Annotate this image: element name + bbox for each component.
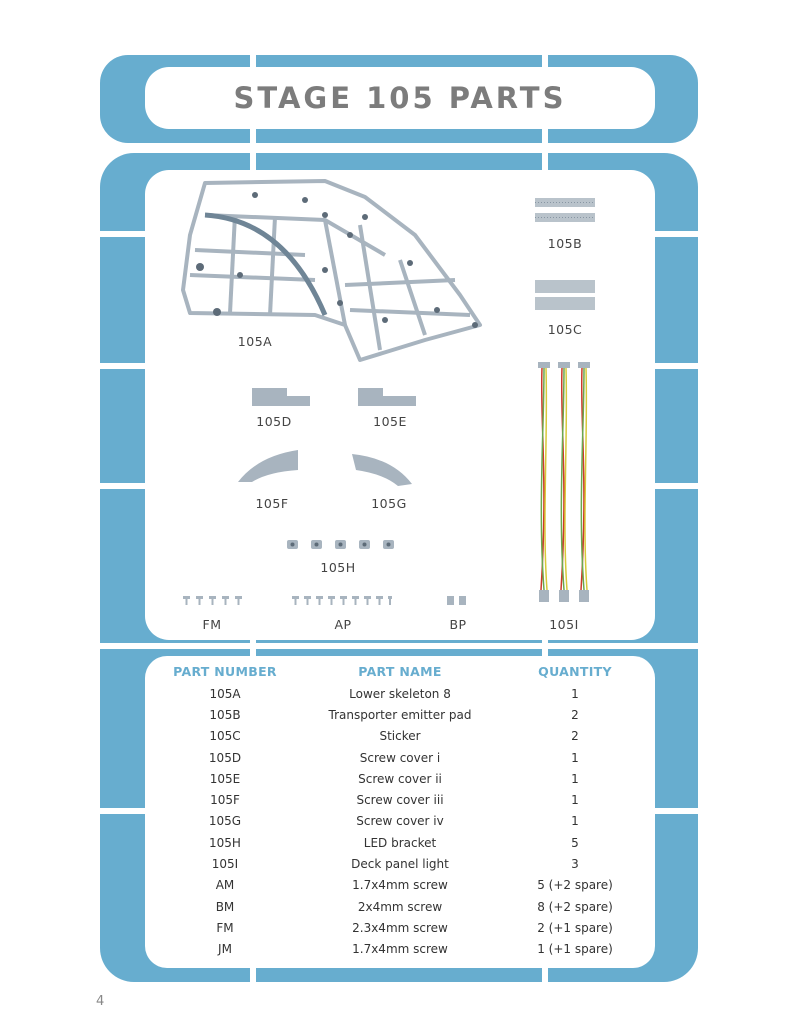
part-number-cell: BM (215, 899, 235, 914)
part-label-105g: 105G (371, 496, 407, 511)
quantity-cell: 3 (571, 857, 579, 872)
part-105i-image (536, 360, 596, 606)
part-number-cell: 105I (211, 857, 239, 872)
part-number-cell: 105C (209, 729, 241, 744)
page-number: 4 (96, 994, 105, 1009)
part-name-cell: 2x4mm screw (357, 899, 443, 914)
part-label-fm: FM (202, 617, 222, 632)
table-row (150, 768, 650, 789)
table-header-row (150, 662, 650, 683)
table-row (150, 853, 650, 874)
table-row (150, 811, 650, 832)
table-row (150, 789, 650, 810)
part-number-cell: 105H (209, 835, 241, 850)
table-row (150, 683, 650, 704)
table-row (150, 832, 650, 853)
part-105g-image (352, 452, 414, 488)
header-part-name: PART NAME (358, 664, 442, 679)
quantity-cell: 2 (+1 spare) (537, 920, 613, 935)
part-label-105h: 105H (320, 560, 356, 575)
part-name-cell: Deck panel light (351, 857, 449, 872)
part-name-cell: Sticker (379, 729, 421, 744)
quantity-cell: 1 (+1 spare) (537, 942, 613, 957)
quantity-cell: 1 (571, 686, 579, 701)
part-105f-image (238, 448, 300, 484)
part-name-cell: Screw cover ii (358, 771, 442, 786)
part-number-cell: 105A (209, 686, 241, 701)
part-105b-image (535, 198, 597, 226)
quantity-cell: 5 (571, 835, 579, 850)
quantity-cell: 8 (+2 spare) (537, 899, 613, 914)
part-bp-image (447, 596, 469, 606)
header-part-number: PART NUMBER (173, 664, 277, 679)
table-row (150, 896, 650, 917)
part-number-cell: FM (216, 920, 234, 935)
part-name-cell: 1.7x4mm screw (352, 942, 448, 957)
part-name-cell: Lower skeleton 8 (349, 686, 451, 701)
part-label-105b: 105B (547, 236, 583, 251)
quantity-cell: 2 (571, 729, 579, 744)
part-name-cell: 1.7x4mm screw (352, 878, 448, 893)
quantity-cell: 5 (+2 spare) (537, 878, 613, 893)
table-row (150, 875, 650, 896)
part-105d-image (252, 388, 312, 408)
part-number-cell: 105G (208, 814, 242, 829)
page-title: STAGE 105 PARTS (233, 81, 567, 115)
part-105e-image (358, 388, 418, 408)
parts-table (150, 662, 650, 960)
part-label-105d: 105D (256, 414, 292, 429)
part-label-ap: AP (334, 617, 352, 632)
quantity-cell: 1 (571, 771, 579, 786)
part-label-105a: 105A (237, 334, 273, 349)
table-row (150, 747, 650, 768)
part-name-cell: LED bracket (363, 835, 437, 850)
part-number-cell: 105E (209, 771, 241, 786)
part-label-105c: 105C (547, 322, 583, 337)
table-row (150, 939, 650, 960)
part-fm-image (183, 596, 243, 606)
quantity-cell: 1 (571, 814, 579, 829)
part-105a-image (175, 175, 495, 365)
part-number-cell: 105B (209, 707, 241, 722)
title-panel (145, 67, 655, 129)
header-quantity: QUANTITY (538, 664, 612, 679)
table-row (150, 726, 650, 747)
part-name-cell: Transporter emitter pad (328, 707, 472, 722)
part-number-cell: JM (218, 942, 232, 957)
part-name-cell: Screw cover iv (356, 814, 444, 829)
part-name-cell: 2.3x4mm screw (352, 920, 448, 935)
quantity-cell: 2 (571, 707, 579, 722)
part-label-105f: 105F (255, 496, 289, 511)
part-ap-image (292, 596, 392, 606)
part-number-cell: 105D (208, 750, 242, 765)
part-name-cell: Screw cover iii (356, 793, 444, 808)
part-label-bp: BP (449, 617, 467, 632)
part-number-cell: 105F (210, 793, 240, 808)
part-105c-image (535, 280, 597, 314)
quantity-cell: 1 (571, 793, 579, 808)
part-label-105e: 105E (373, 414, 407, 429)
part-number-cell: AM (215, 878, 235, 893)
table-row (150, 917, 650, 938)
part-label-105i: 105I (549, 617, 579, 632)
part-name-cell: Screw cover i (359, 750, 441, 765)
table-row (150, 704, 650, 725)
part-105h-image (287, 538, 397, 552)
quantity-cell: 1 (571, 750, 579, 765)
